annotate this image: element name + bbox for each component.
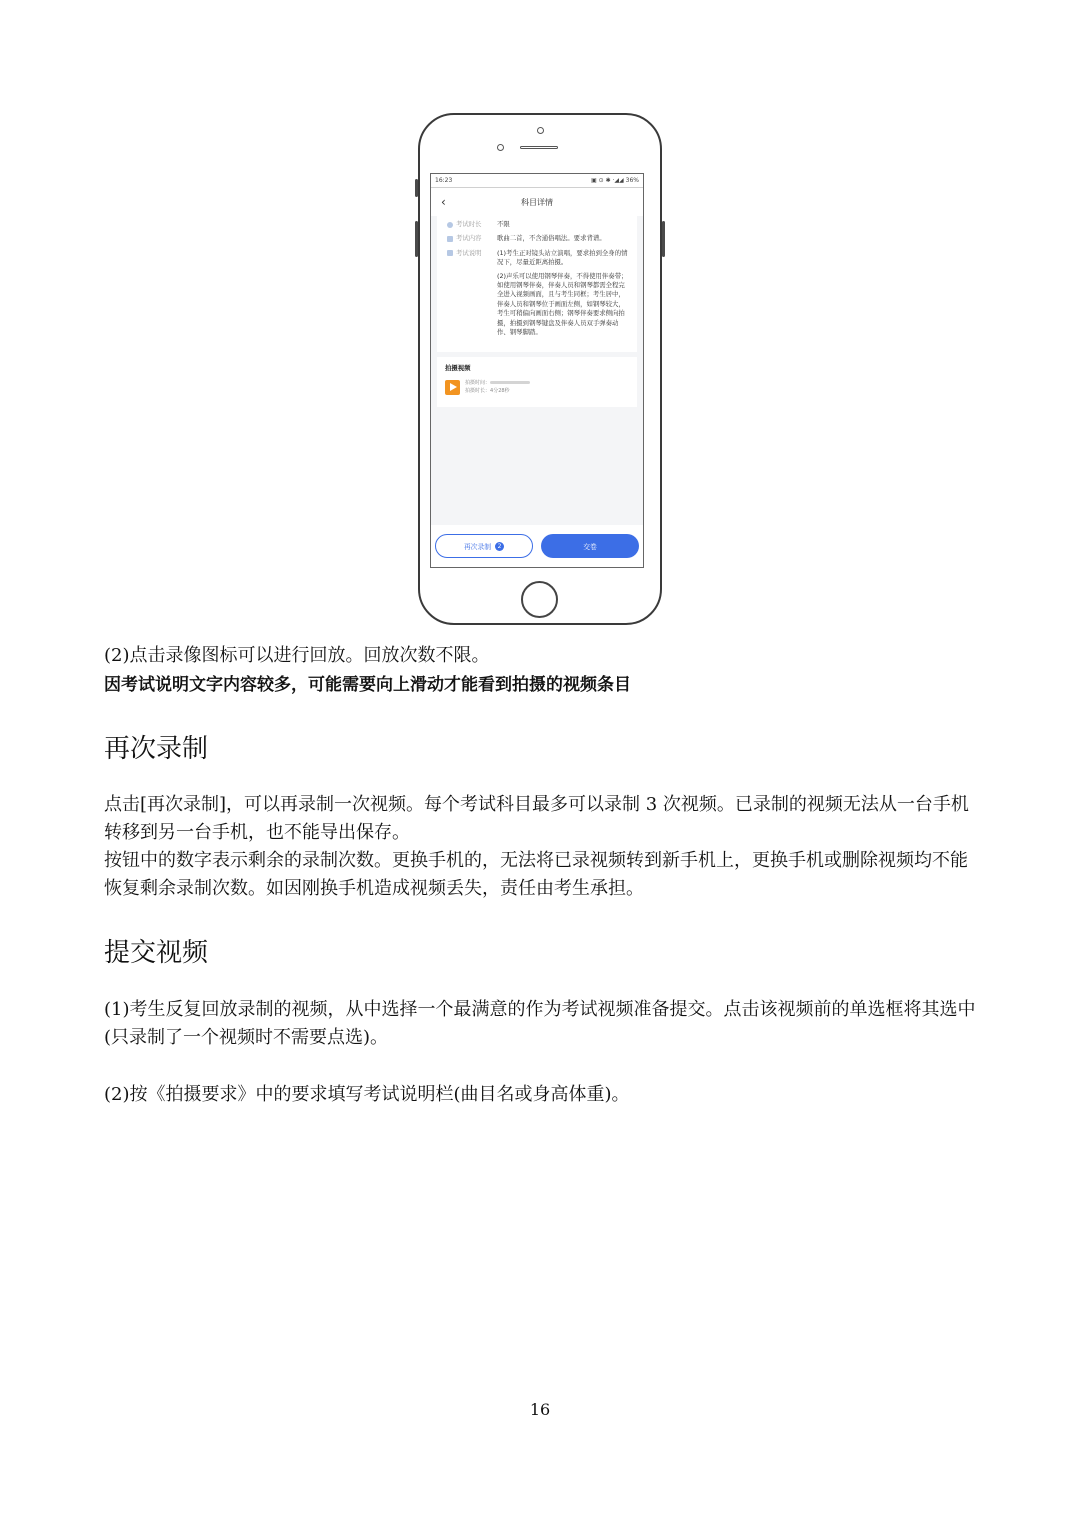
status-time: 16:23 xyxy=(435,177,453,184)
submit-button[interactable]: 交卷 xyxy=(541,534,639,558)
phone-side-button xyxy=(415,179,418,197)
button-bar xyxy=(431,525,643,567)
note-icon xyxy=(447,250,453,256)
exam-info-card xyxy=(437,216,637,352)
video-card xyxy=(437,357,637,407)
rerecord-paragraph-2: 按钮中的数字表示剩余的录制次数。更换手机的，无法将已录视频转到新手机上，更换手机或删除视频均不能恢复剩余录制次数。如因刚换手机造成视频丢失，责任由考生承担。 xyxy=(104,850,968,899)
video-duration-label: 拍摄时长： xyxy=(465,388,491,395)
video-section-title: 拍摄视频 xyxy=(445,364,471,373)
instruction-paragraph: (1)考生正对镜头站立演唱，要求拍到全身的情况下，尽量近距离拍摄。 xyxy=(497,248,628,267)
heading-rerecord: 再次录制 xyxy=(104,734,209,764)
rerecord-label: 再次录制 xyxy=(463,543,492,551)
heading-submit: 提交视频 xyxy=(104,938,209,968)
status-bar xyxy=(431,174,643,188)
rerecord-button[interactable] xyxy=(435,534,533,558)
status-icons: ▣ ⊙ ✱ ·◢◢ xyxy=(591,177,624,184)
info-value: 歌曲二首，不含通俗唱法。要求背谱。 xyxy=(497,234,606,243)
info-label: 考试时长 xyxy=(456,220,482,228)
phone-camera xyxy=(497,144,504,151)
back-arrow-icon[interactable]: ‹ xyxy=(441,195,446,209)
submit-paragraph-2: (2)按《拍摄要求》中的要求填写考试说明栏(曲目名或身高体重)。 xyxy=(104,1084,630,1105)
phone-speaker xyxy=(520,146,558,149)
nav-title: 科目详情 xyxy=(521,197,553,207)
playback-note: (2)点击录像图标可以进行回放。回放次数不限。 xyxy=(104,645,490,666)
info-value: 不限 xyxy=(497,220,510,228)
blurred-timestamp xyxy=(490,381,530,384)
info-row-instructions xyxy=(447,249,631,342)
info-row-content xyxy=(447,234,631,243)
page-number: 16 xyxy=(529,1400,551,1419)
phone-sensor xyxy=(537,127,544,134)
rerecord-paragraph-1: 点击[再次录制]，可以再录制一次视频。每个考试科目最多可以录制 3 次视频。已录制的视频无法从一台手机转移到另一台手机，也不能导出保存。 xyxy=(104,794,969,843)
video-duration: 4分28秒 xyxy=(490,388,510,395)
scroll-note: 因考试说明文字内容较多，可能需要向上滑动才能看到拍摄的视频条目 xyxy=(104,675,631,695)
video-time-label: 拍摄时间： xyxy=(465,380,491,387)
remaining-count-badge: 2 xyxy=(495,542,504,551)
home-button xyxy=(521,581,558,618)
nav-bar xyxy=(431,188,643,216)
video-item[interactable] xyxy=(445,379,629,395)
info-row-duration xyxy=(447,220,631,229)
phone-power-button xyxy=(662,221,665,257)
phone-volume-button xyxy=(415,221,418,257)
phone-screen xyxy=(430,173,644,568)
info-label: 考试说明 xyxy=(456,248,482,257)
submit-paragraph-1: (1)考生反复回放录制的视频，从中选择一个最满意的作为考试视频准备提交。点击该视频前的单选框将其选中(只录制了一个视频时不需要点选)。 xyxy=(104,999,976,1048)
play-video-icon[interactable] xyxy=(445,380,460,395)
info-label: 考试内容 xyxy=(456,234,482,243)
phone-mockup xyxy=(418,113,662,625)
status-battery: 36% xyxy=(625,177,639,184)
document-icon xyxy=(447,236,453,242)
instruction-paragraph: (2)声乐可以使用钢琴伴奏，不得使用伴奏带；如使用钢琴伴奏，伴奏人员和钢琴都需全程完全进入视频画面，且与考生同框；考生居中，伴奏人员和钢琴位于画面左侧，如钢琴较大，考生可稍偏向画面右侧；钢琴伴奏要求侧向拍摄，拍摄到钢琴键盘及伴奏人员双手弹奏动作、钢琴脚踏。 xyxy=(497,271,628,337)
clock-icon xyxy=(447,222,453,228)
